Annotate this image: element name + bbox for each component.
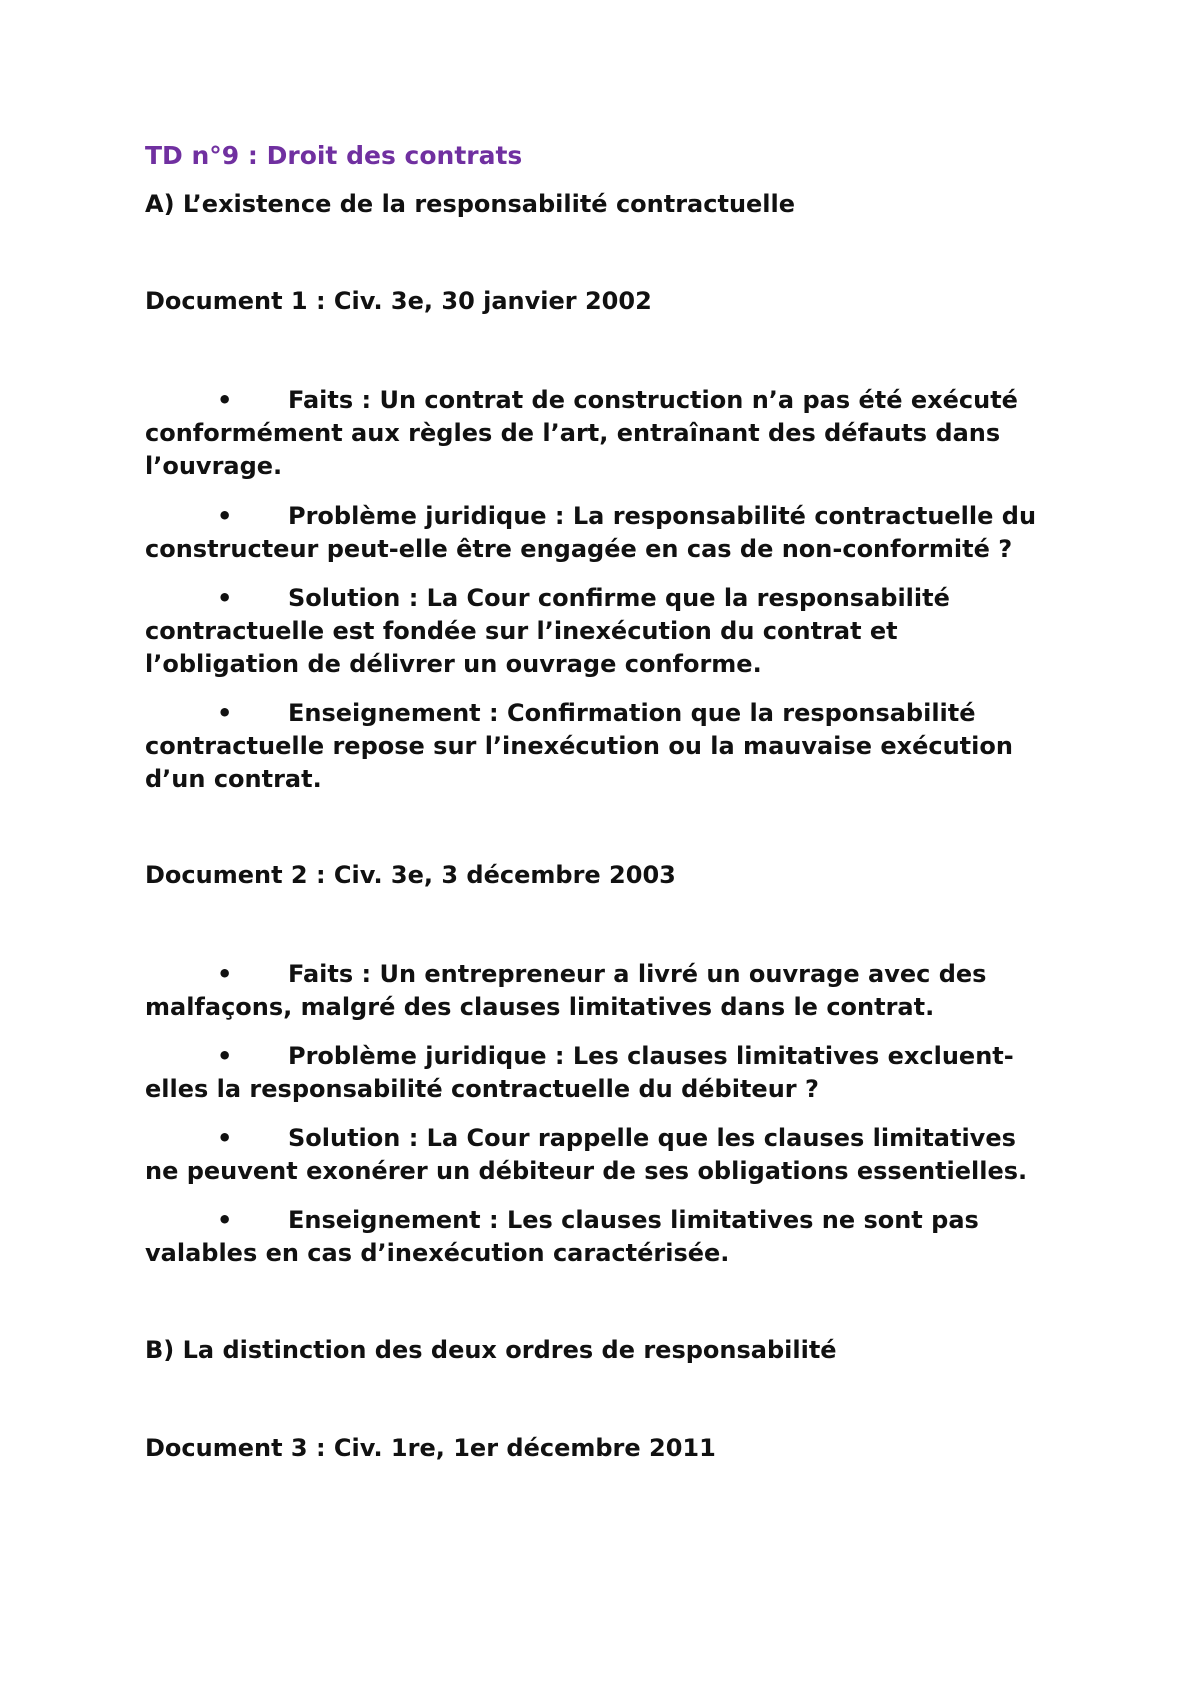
document-2-bullet-problem [145, 1040, 1055, 1106]
document-1-bullet-solution [145, 582, 1055, 681]
bullet-text: Faits : Un contrat de construction n’a pas été exécuté conformément aux règles de l’art, entraînant des défauts dans l’ouvrage. [145, 386, 1018, 480]
bullet-icon: • [217, 386, 233, 414]
document-2-heading: Document 2 : Civ. 3e, 3 décembre 2003 [145, 861, 676, 889]
document-2-bullet-lesson [145, 1204, 1055, 1270]
bullet-icon: • [217, 699, 233, 727]
document-1-bullet-problem [145, 500, 1055, 566]
bullet-text: Problème juridique : La responsabilité contractuelle du constructeur peut-elle être engagée en cas de non-conformité ? [145, 502, 1037, 563]
bullet-text: Enseignement : Confirmation que la responsabilité contractuelle repose sur l’inexécution ou la mauvaise exécution d’un contrat. [145, 699, 1013, 793]
page-title: TD n°9 : Droit des contrats [145, 141, 523, 170]
document-2-bullet-solution [145, 1122, 1055, 1188]
bullet-icon: • [217, 960, 233, 988]
bullet-text: Enseignement : Les clauses limitatives ne sont pas valables en cas d’inexécution caractérisée. [145, 1206, 979, 1267]
bullet-icon: • [217, 1042, 233, 1070]
document-3-heading: Document 3 : Civ. 1re, 1er décembre 2011 [145, 1434, 716, 1462]
bullet-text: Faits : Un entrepreneur a livré un ouvrage avec des malfaçons, malgré des clauses limitatives dans le contrat. [145, 960, 987, 1021]
document-1-heading: Document 1 : Civ. 3e, 30 janvier 2002 [145, 287, 652, 315]
bullet-icon: • [217, 1206, 233, 1234]
document-1-bullet-facts [145, 384, 1055, 483]
document-1-bullet-lesson [145, 697, 1055, 796]
bullet-icon: • [217, 584, 233, 612]
document-2-bullet-facts [145, 958, 1055, 1024]
bullet-icon: • [217, 1124, 233, 1152]
section-b-heading: B) La distinction des deux ordres de responsabilité [145, 1336, 837, 1364]
bullet-text: Solution : La Cour rappelle que les clauses limitatives ne peuvent exonérer un débiteur de ses obligations essentielles. [145, 1124, 1028, 1185]
bullet-text: Problème juridique : Les clauses limitatives excluent-elles la responsabilité contractuelle du débiteur ? [145, 1042, 1014, 1103]
bullet-icon: • [217, 502, 233, 530]
section-a-heading: A) L’existence de la responsabilité contractuelle [145, 190, 796, 218]
bullet-text: Solution : La Cour confirme que la responsabilité contractuelle est fondée sur l’inexécution du contrat et l’obligation de délivrer un ouvrage conforme. [145, 584, 950, 678]
